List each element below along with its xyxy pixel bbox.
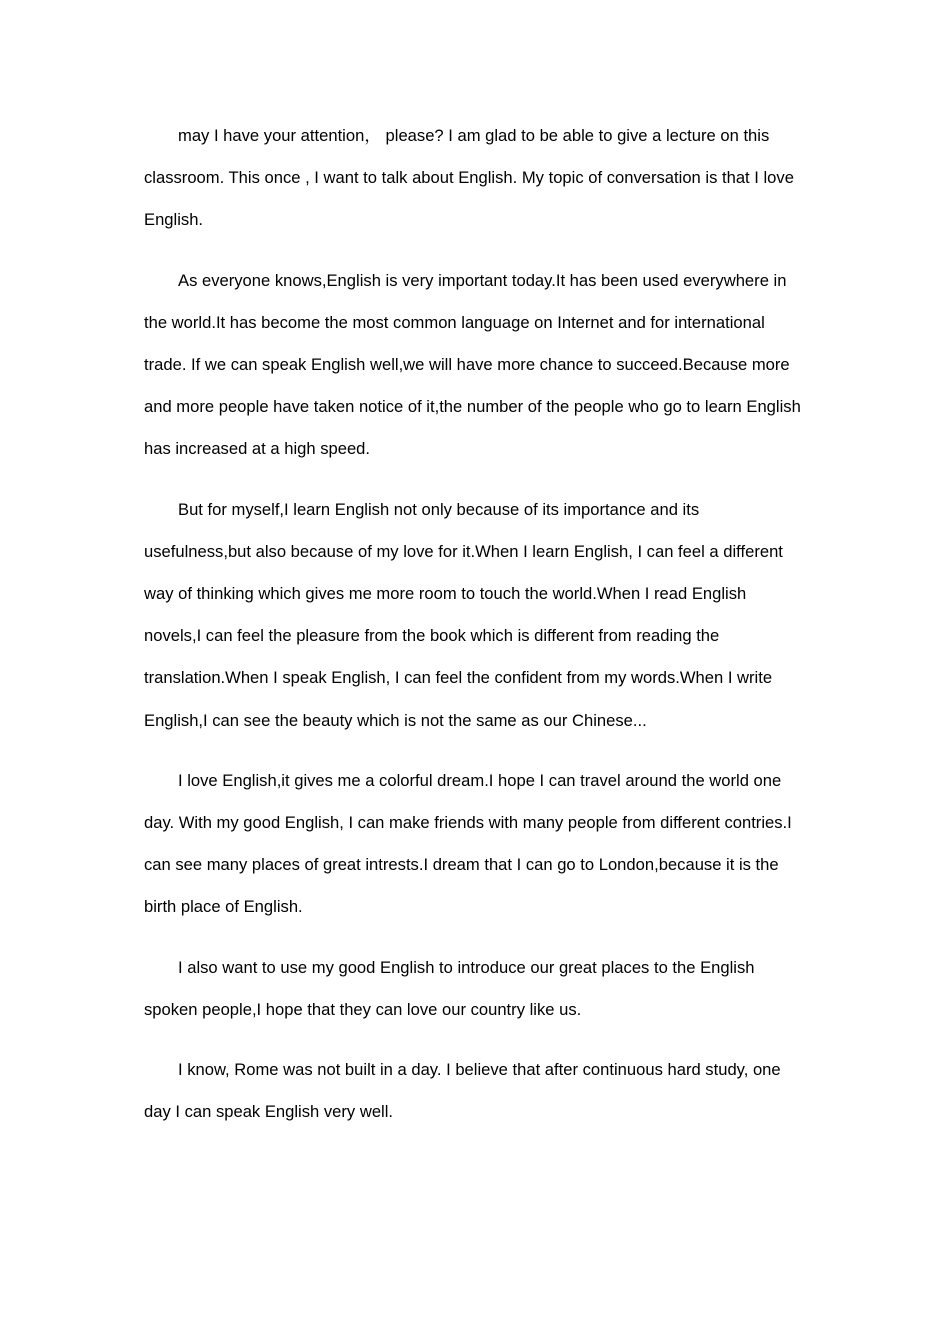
paragraph-4: I love English,it gives me a colorful dream.I hope I can travel around the world one day. With my good English, I can make friends with many people from different contries.I can see many places of great intrests.I dream that I can go to London,because it is the birth place of English. (144, 770, 792, 917)
document-body (144, 115, 804, 1151)
paragraph-1: may I have your attention， please? I am glad to be able to give a lecture on this classroom. This once , I want to talk about English. My topic of conversation is that I love English. (144, 126, 794, 230)
paragraph-3: But for myself,I learn English not only because of its importance and its usefulness,but also because of my love for it.When I learn English, I can feel a different way of thinking which gives me more room to touch the world.When I read English novels,I can feel the pleasure from the book which is different from reading the translation.When I speak English, I can feel the confident from my words.When I write English,I can see the beauty which is not the same as our Chinese... (144, 499, 783, 730)
paragraph-6: I know, Rome was not built in a day. I believe that after continuous hard study, one day I can speak English very well. (144, 1060, 781, 1122)
paragraph-2: As everyone knows,English is very important today.It has been used everywhere in the world.It has become the most common language on Internet and for international trade. If we can speak English well,we will have more chance to succeed.Because more and more people have taken notice of it,the number of the people who go to learn English has increased at a high speed. (144, 270, 801, 459)
paragraph-5: I also want to use my good English to introduce our great places to the English spoken people,I hope that they can love our country like us. (144, 957, 755, 1019)
